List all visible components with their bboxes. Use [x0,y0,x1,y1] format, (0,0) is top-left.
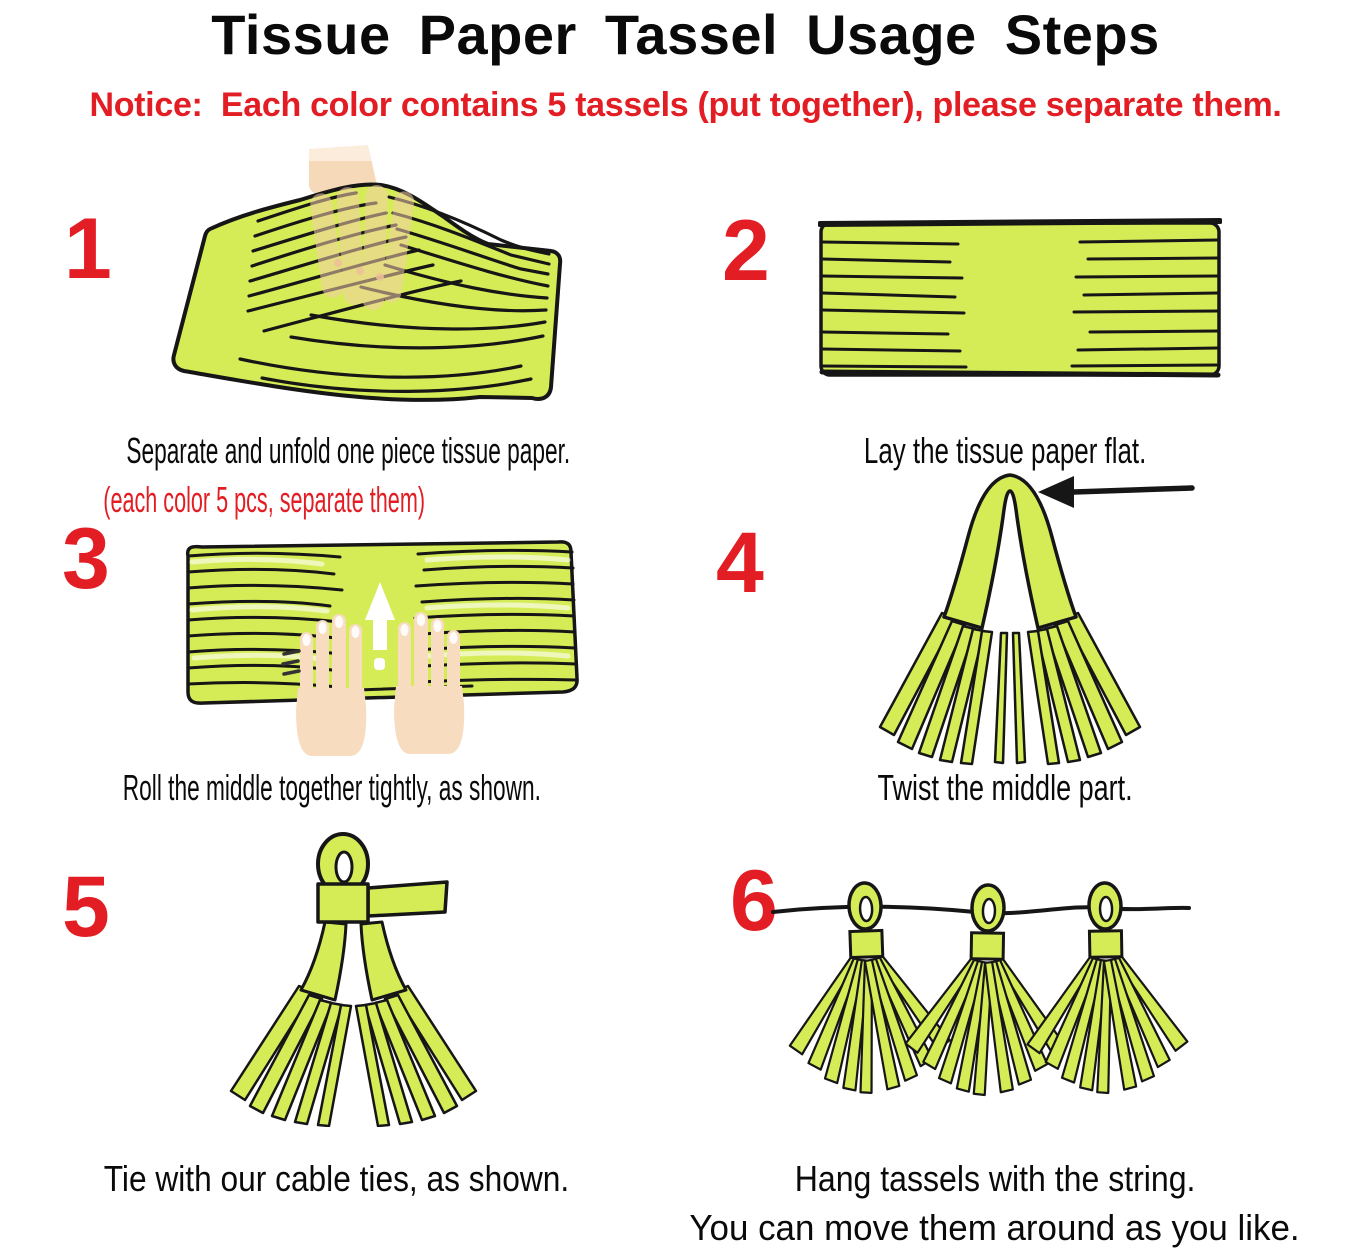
step-2-illustration [818,214,1222,382]
step-1-illustration [170,145,570,410]
page-title: Tissue Paper Tassel Usage Steps [211,3,1160,66]
step-3-caption: Roll the middle together tightly, as shown. [122,767,541,808]
step-4-number: 4 [716,515,764,611]
notice-text: Notice: Each color contains 5 tassels (put together), please separate them. [89,86,1282,124]
step-6-caption-line2: You can move them around as you like. [689,1207,1301,1248]
step-6-number: 6 [730,853,778,949]
step-3-illustration [172,540,584,760]
step-1-subcaption: (each color 5 pcs, separate them) [103,479,426,520]
step-4-illustration [860,465,1200,767]
tassel-neck [301,922,406,1000]
step-3-number: 3 [62,511,110,607]
step-2-number: 2 [722,203,770,299]
step-5-caption: Tie with our cable ties, as shown. [103,1158,569,1199]
cable-tie-icon [318,882,447,922]
folded-tassel [880,475,1140,764]
step-6-illustration [765,866,1195,1104]
step-4-caption: Twist the middle part. [877,767,1133,808]
step-1-caption: Separate and unfold one piece tissue paper. [126,430,571,471]
step-5-illustration [215,832,485,1127]
flat-tissue-stack [820,221,1220,375]
step-1-number: 1 [64,201,112,297]
hanging-tassel-3 [1025,882,1189,1095]
step-5-number: 5 [62,859,110,955]
hanging-tassel-2 [905,884,1069,1097]
step-2-caption: Lay the tissue paper flat. [863,430,1147,471]
step-6-caption: Hang tassels with the string. [794,1158,1196,1199]
tassel-skirt [231,986,476,1126]
left-arrow-icon [1038,476,1192,508]
